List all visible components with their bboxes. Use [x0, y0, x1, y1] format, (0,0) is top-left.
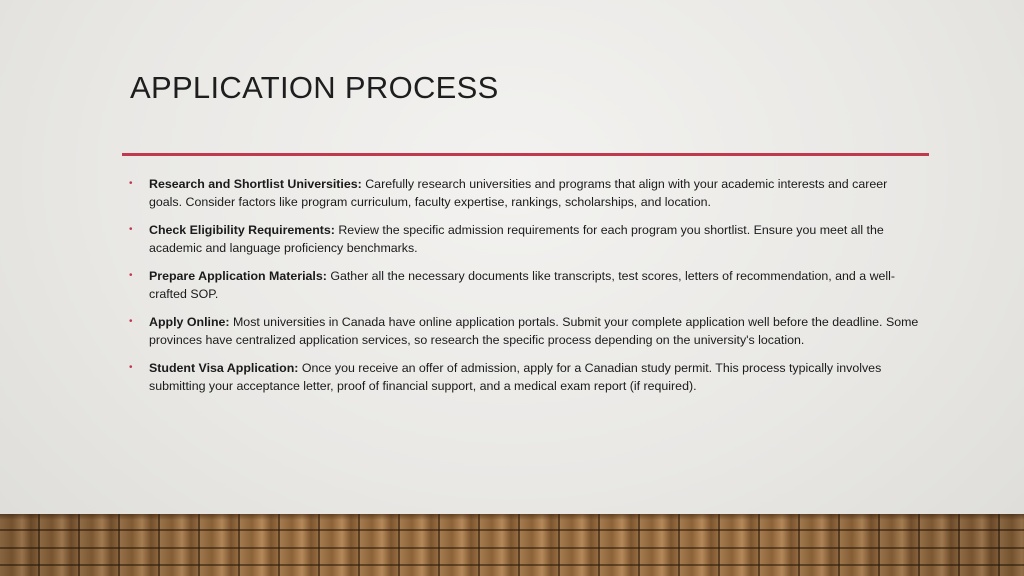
- bullet-text: Once you receive an offer of admission, apply for a Canadian study permit. This process typically involves submitting your acceptance letter, proof of financial support, and a medical exam report (if required).: [149, 361, 882, 393]
- bullet-dot-icon: •: [129, 362, 133, 373]
- bullet-text: Carefully research universities and programs that align with your academic interests and career goals. Consider factors like program curriculum, faculty expertise, rankings, scholarships, and location.: [149, 177, 888, 209]
- bullet-text: Review the specific admission requirements for each program you shortlist. Ensure you meet all the academic and language proficiency benchmarks.: [149, 223, 884, 255]
- bullet-dot-icon: •: [129, 270, 133, 281]
- bullet-item: [129, 359, 919, 395]
- bullet-list: [129, 175, 919, 405]
- bullet-heading: Student Visa Application:: [149, 361, 299, 375]
- bullet-item: [129, 267, 919, 303]
- bullet-dot-icon: •: [129, 178, 133, 189]
- bullet-heading: Apply Online:: [149, 315, 230, 329]
- bullet-dot-icon: •: [129, 224, 133, 235]
- bullet-heading: Check Eligibility Requirements:: [149, 223, 335, 237]
- floor-shading: [0, 514, 1024, 576]
- bullet-text: Most universities in Canada have online application portals. Submit your complete application well before the deadline. Some provinces have centralized application services, so research the specific process depending on the university's location.: [149, 315, 919, 347]
- bullet-item: [129, 175, 919, 211]
- bullet-heading: Research and Shortlist Universities:: [149, 177, 362, 191]
- title-divider: [122, 153, 929, 156]
- slide-title: APPLICATION PROCESS: [130, 70, 499, 105]
- bullet-heading: Prepare Application Materials:: [149, 269, 327, 283]
- bullet-item: [129, 221, 919, 257]
- bullet-text: Gather all the necessary documents like transcripts, test scores, letters of recommendation, and a well-crafted SOP.: [149, 269, 896, 301]
- bullet-dot-icon: •: [129, 316, 133, 327]
- bullet-item: [129, 313, 919, 349]
